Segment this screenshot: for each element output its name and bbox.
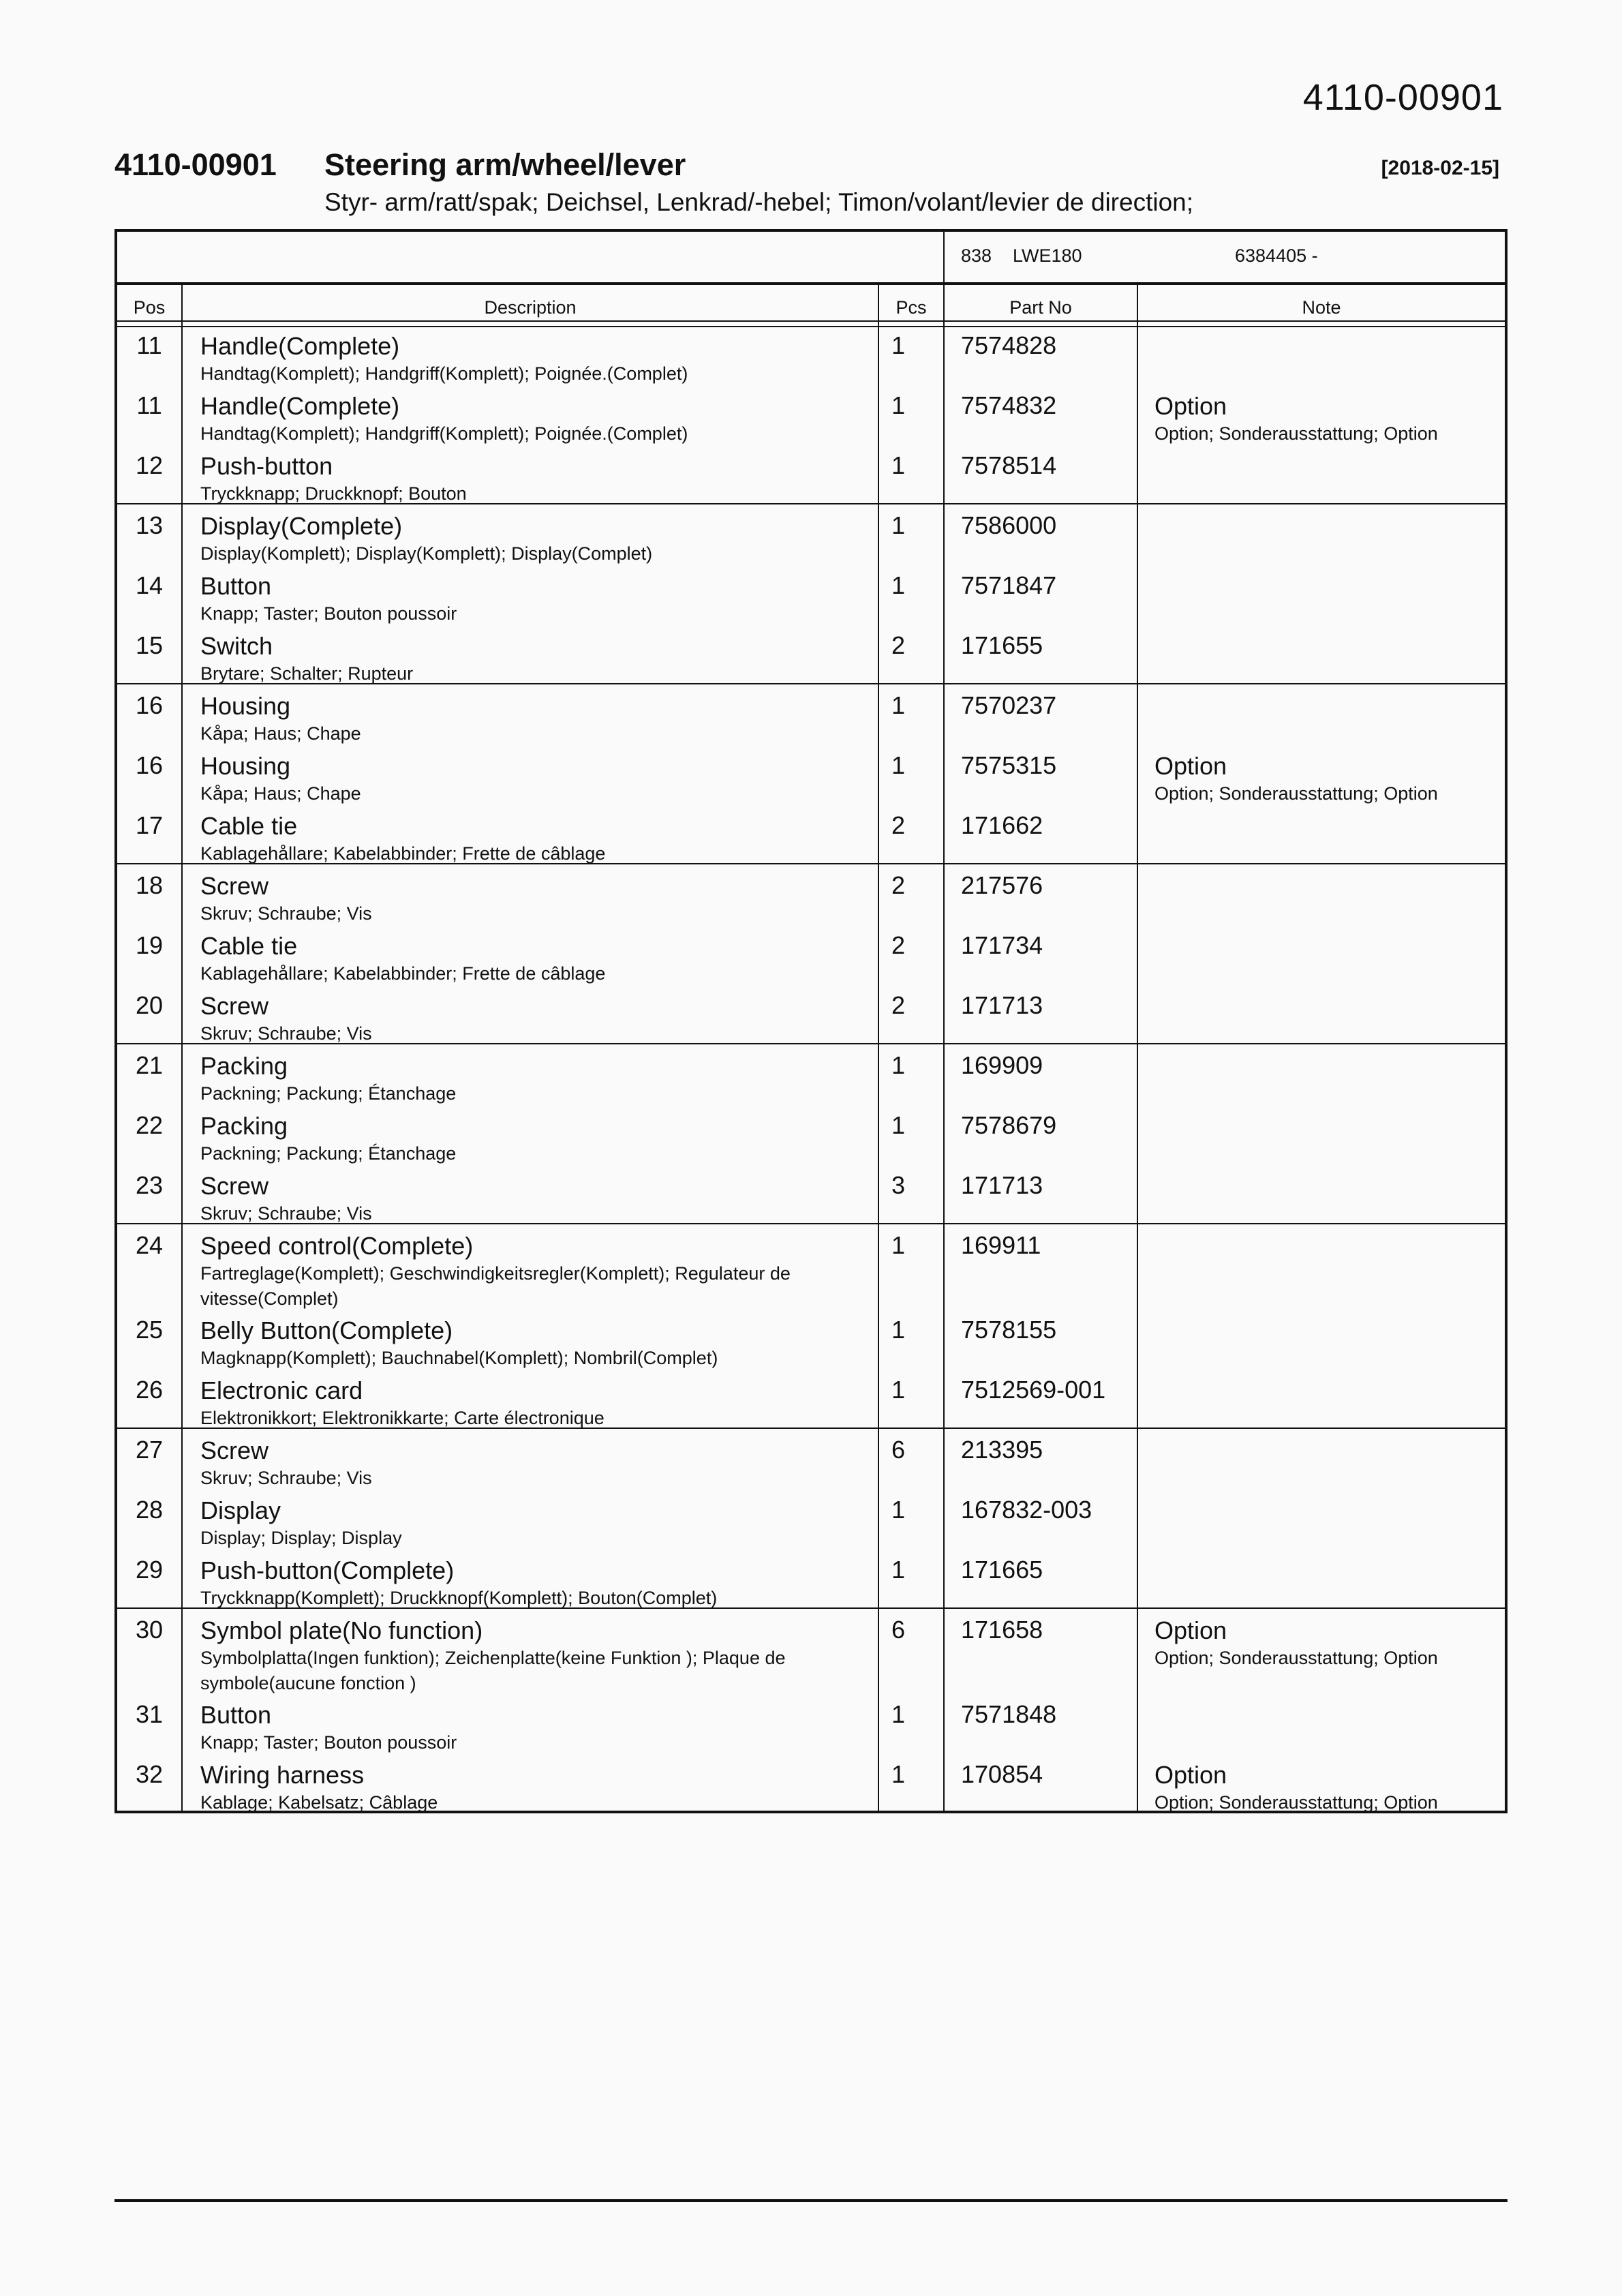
row-description xyxy=(200,391,814,447)
model-serial: 6384405 - xyxy=(1235,245,1318,266)
row-description-translations: Tryckknapp(Komplett); Druckknopf(Komplett); Bouton(Complet) xyxy=(200,1588,718,1608)
row-part-no: 7574832 xyxy=(961,391,1057,419)
row-description-en: Handle(Complete) xyxy=(200,392,400,420)
row-description xyxy=(200,1231,814,1312)
row-description xyxy=(200,751,814,806)
row-pcs: 1 xyxy=(891,1496,906,1524)
column-line-desc xyxy=(878,284,879,1811)
row-pos: 25 xyxy=(135,1316,164,1344)
footer-rule xyxy=(114,2199,1508,2202)
row-part-no: 7575315 xyxy=(961,751,1057,779)
row-note-translations: Option; Sonderausstattung; Option xyxy=(1154,783,1438,804)
row-note xyxy=(1154,391,1495,447)
row-pcs: 1 xyxy=(891,331,906,359)
row-part-no: 169911 xyxy=(961,1231,1041,1259)
row-pos: 24 xyxy=(135,1231,164,1259)
row-part-no: 171655 xyxy=(961,631,1043,659)
row-pcs: 1 xyxy=(891,1556,906,1584)
row-pcs: 1 xyxy=(891,751,906,779)
document-code: 4110-00901 xyxy=(114,147,277,182)
row-part-no: 7586000 xyxy=(961,511,1057,539)
row-description-en: Belly Button(Complete) xyxy=(200,1316,453,1344)
row-description-translations: Skruv; Schraube; Vis xyxy=(200,1023,372,1044)
parts-table xyxy=(114,229,1508,1813)
row-description-translations: Skruv; Schraube; Vis xyxy=(200,1468,372,1488)
row-description xyxy=(200,511,814,567)
row-pos: 16 xyxy=(135,691,164,719)
row-description-en: Packing xyxy=(200,1112,288,1140)
row-pos: 13 xyxy=(135,511,164,539)
row-pos: 20 xyxy=(135,991,164,1019)
row-description-translations: Skruv; Schraube; Vis xyxy=(200,1203,372,1224)
row-description xyxy=(200,1436,814,1491)
row-note xyxy=(1154,1760,1495,1815)
row-description-en: Symbol plate(No function) xyxy=(200,1616,483,1644)
row-description xyxy=(200,331,814,387)
row-pcs: 1 xyxy=(891,1316,906,1344)
row-description-en: Cable tie xyxy=(200,932,298,960)
column-header-description: Description xyxy=(484,297,577,318)
row-note-translations: Option; Sonderausstattung; Option xyxy=(1154,1648,1438,1668)
row-pos: 32 xyxy=(135,1760,164,1788)
row-description-translations: Kablagehållare; Kabelabbinder; Frette de câblage xyxy=(200,843,606,864)
row-note-en: Option xyxy=(1154,752,1227,780)
row-pos: 14 xyxy=(135,571,164,599)
row-description xyxy=(200,991,814,1046)
row-pcs: 2 xyxy=(891,811,906,839)
row-part-no: 7571848 xyxy=(961,1700,1057,1728)
model-row-divider xyxy=(117,282,1505,285)
row-pcs: 1 xyxy=(891,1760,906,1788)
column-header-pcs: Pcs xyxy=(896,297,927,318)
row-pcs: 1 xyxy=(891,451,906,479)
row-description-translations: Magknapp(Komplett); Bauchnabel(Komplett); Nombril(Complet) xyxy=(200,1348,718,1368)
column-header-pos: Pos xyxy=(133,297,166,318)
row-note-en: Option xyxy=(1154,1761,1227,1789)
row-description-en: Screw xyxy=(200,992,269,1020)
row-pos: 18 xyxy=(135,871,164,899)
row-description xyxy=(200,1111,814,1166)
row-pcs: 1 xyxy=(891,691,906,719)
row-part-no: 7512569-001 xyxy=(961,1376,1106,1404)
row-description xyxy=(200,811,814,866)
row-part-no: 171662 xyxy=(961,811,1043,839)
row-pos: 31 xyxy=(135,1700,164,1728)
row-description-en: Housing xyxy=(200,752,291,780)
row-part-no: 7578514 xyxy=(961,451,1057,479)
row-description xyxy=(200,871,814,926)
row-description-translations: Tryckknapp; Druckknopf; Bouton xyxy=(200,483,467,504)
row-description xyxy=(200,931,814,986)
row-description-translations: Symbolplatta(Ingen funktion); Zeichenplatte(keine Funktion ); Plaque de symbole(aucune fonction ) xyxy=(200,1648,786,1693)
row-description xyxy=(200,1556,814,1611)
document-title: Steering arm/wheel/lever xyxy=(324,147,686,182)
row-part-no: 7574828 xyxy=(961,331,1057,359)
row-description-translations: Packning; Packung; Étanchage xyxy=(200,1083,457,1104)
row-description xyxy=(200,1760,814,1815)
row-pos: 21 xyxy=(135,1051,164,1079)
row-description-translations: Fartreglage(Komplett); Geschwindigkeitsregler(Komplett); Regulateur de vitesse(Complet) xyxy=(200,1263,791,1309)
row-description-translations: Knapp; Taster; Bouton poussoir xyxy=(200,1732,457,1753)
row-description xyxy=(200,1700,814,1755)
row-part-no: 171713 xyxy=(961,1171,1043,1199)
row-pcs: 2 xyxy=(891,631,906,659)
row-description-en: Screw xyxy=(200,1436,269,1464)
row-description-en: Display xyxy=(200,1496,281,1524)
row-description-en: Handle(Complete) xyxy=(200,332,400,360)
row-part-no: 213395 xyxy=(961,1436,1043,1464)
column-header-note: Note xyxy=(1302,297,1341,318)
row-description xyxy=(200,691,814,746)
row-description-en: Display(Complete) xyxy=(200,512,403,540)
row-pos: 16 xyxy=(135,751,164,779)
row-pos: 15 xyxy=(135,631,164,659)
row-note xyxy=(1154,751,1495,806)
row-part-no: 7570237 xyxy=(961,691,1057,719)
row-description xyxy=(200,1171,814,1226)
row-pos: 23 xyxy=(135,1171,164,1199)
row-pos: 28 xyxy=(135,1496,164,1524)
row-pcs: 1 xyxy=(891,1376,906,1404)
row-description-en: Housing xyxy=(200,692,291,720)
row-part-no: 171658 xyxy=(961,1616,1043,1644)
row-part-no: 7578155 xyxy=(961,1316,1057,1344)
row-description-en: Packing xyxy=(200,1052,288,1080)
row-part-no: 7578679 xyxy=(961,1111,1057,1139)
row-description-en: Button xyxy=(200,1701,272,1729)
row-note-en: Option xyxy=(1154,392,1227,420)
row-part-no: 171713 xyxy=(961,991,1043,1019)
row-note-translations: Option; Sonderausstattung; Option xyxy=(1154,1792,1438,1813)
page-number: 4110-00901 xyxy=(1302,77,1503,118)
row-pcs: 1 xyxy=(891,1231,906,1259)
row-description-translations: Knapp; Taster; Bouton poussoir xyxy=(200,603,457,624)
row-description-translations: Kåpa; Haus; Chape xyxy=(200,723,361,744)
row-pcs: 1 xyxy=(891,1700,906,1728)
row-note-en: Option xyxy=(1154,1616,1227,1644)
row-description xyxy=(200,1496,814,1551)
row-description-translations: Packning; Packung; Étanchage xyxy=(200,1143,457,1164)
row-part-no: 169909 xyxy=(961,1051,1043,1079)
column-header-divider-2 xyxy=(117,326,1505,327)
row-note-translations: Option; Sonderausstattung; Option xyxy=(1154,423,1438,444)
row-pcs: 2 xyxy=(891,991,906,1019)
row-description xyxy=(200,1316,814,1371)
row-description-translations: Handtag(Komplett); Handgriff(Komplett); Poignée.(Complet) xyxy=(200,363,688,384)
row-description-translations: Kablagehållare; Kabelabbinder; Frette de câblage xyxy=(200,963,606,984)
column-line-pcs xyxy=(943,232,945,1811)
row-part-no: 170854 xyxy=(961,1760,1043,1788)
row-pcs: 6 xyxy=(891,1436,906,1464)
row-pos: 29 xyxy=(135,1556,164,1584)
row-pcs: 1 xyxy=(891,391,906,419)
row-part-no: 171734 xyxy=(961,931,1043,959)
row-description-translations: Elektronikkort; Elektronikkarte; Carte électronique xyxy=(200,1408,605,1428)
row-pcs: 2 xyxy=(891,871,906,899)
row-description-translations: Skruv; Schraube; Vis xyxy=(200,903,372,924)
model-name: LWE180 xyxy=(1013,245,1082,266)
row-pos: 11 xyxy=(136,331,162,359)
row-pos: 30 xyxy=(135,1616,164,1644)
row-pcs: 1 xyxy=(891,571,906,599)
row-description-translations: Handtag(Komplett); Handgriff(Komplett); Poignée.(Complet) xyxy=(200,423,688,444)
document-subtitle: Styr- arm/ratt/spak; Deichsel, Lenkrad/-hebel; Timon/volant/levier de direction; xyxy=(324,188,1194,216)
row-description xyxy=(200,1376,814,1431)
row-pcs: 2 xyxy=(891,931,906,959)
row-description-en: Wiring harness xyxy=(200,1761,365,1789)
row-note xyxy=(1154,1616,1495,1671)
row-pos: 27 xyxy=(135,1436,164,1464)
column-line-partno xyxy=(1137,284,1138,1811)
row-description-translations: Kåpa; Haus; Chape xyxy=(200,783,361,804)
row-part-no: 7571847 xyxy=(961,571,1057,599)
row-pcs: 1 xyxy=(891,1051,906,1079)
row-description-translations: Display; Display; Display xyxy=(200,1528,402,1548)
row-description-translations: Kablage; Kabelsatz; Câblage xyxy=(200,1792,438,1813)
row-description-translations: Display(Komplett); Display(Komplett); Display(Complet) xyxy=(200,543,653,564)
row-pos: 19 xyxy=(135,931,164,959)
row-description-en: Switch xyxy=(200,632,273,660)
row-pcs: 1 xyxy=(891,1111,906,1139)
row-description xyxy=(200,1051,814,1106)
row-part-no: 167832-003 xyxy=(961,1496,1092,1524)
row-description xyxy=(200,631,814,686)
row-pos: 11 xyxy=(136,391,162,419)
row-pos: 12 xyxy=(135,451,164,479)
row-pos: 17 xyxy=(135,811,164,839)
row-part-no: 171665 xyxy=(961,1556,1043,1584)
column-header-divider-1 xyxy=(117,320,1505,322)
row-description-en: Screw xyxy=(200,1172,269,1200)
document-date: [2018-02-15] xyxy=(1381,157,1499,179)
row-description xyxy=(200,451,814,507)
row-description-en: Push-button(Complete) xyxy=(200,1556,455,1584)
row-pos: 22 xyxy=(135,1111,164,1139)
row-pcs: 3 xyxy=(891,1171,906,1199)
row-description-en: Electronic card xyxy=(200,1376,363,1404)
row-description-en: Screw xyxy=(200,872,269,900)
row-pcs: 6 xyxy=(891,1616,906,1644)
row-pcs: 1 xyxy=(891,511,906,539)
row-description xyxy=(200,1616,814,1696)
row-description-translations: Brytare; Schalter; Rupteur xyxy=(200,663,414,684)
row-pos: 26 xyxy=(135,1376,164,1404)
column-header-part-no: Part No xyxy=(1009,297,1072,318)
row-part-no: 217576 xyxy=(961,871,1043,899)
column-line-pos xyxy=(181,284,183,1811)
row-description-en: Cable tie xyxy=(200,812,298,840)
model-number: 838 xyxy=(961,245,992,266)
row-description xyxy=(200,571,814,626)
row-description-en: Push-button xyxy=(200,452,333,480)
row-description-en: Speed control(Complete) xyxy=(200,1232,474,1260)
row-description-en: Button xyxy=(200,572,272,600)
